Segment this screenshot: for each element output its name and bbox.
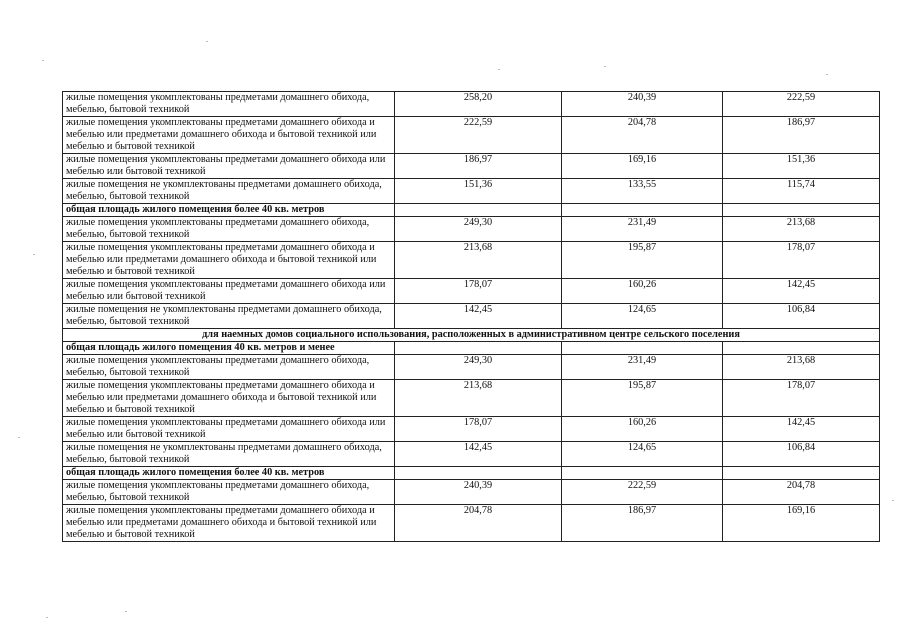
rate-value-cell: 231,49 [562, 355, 723, 380]
rate-value-cell: 195,87 [562, 242, 723, 279]
rate-value-cell: 178,07 [395, 279, 562, 304]
empty-cell [562, 467, 723, 480]
scan-speck [206, 41, 208, 42]
rate-value-cell: 186,97 [395, 154, 562, 179]
row-description: жилые помещения укомплектованы предметами домашнего обихода и мебелью или предметами домашнего обихода и бытовой техникой или мебелью и бытовой техникой [63, 117, 395, 154]
row-description: жилые помещения укомплектованы предметами домашнего обихода и мебелью или предметами домашнего обихода и бытовой техникой или мебелью и бытовой техникой [63, 505, 395, 542]
section-header: для наемных домов социального использования, расположенных в административном центре сельского поселения [63, 329, 880, 342]
rate-value-cell: 115,74 [723, 179, 880, 204]
rate-value-cell: 195,87 [562, 380, 723, 417]
table-row [63, 242, 880, 279]
scan-speck [33, 254, 35, 255]
table-row [63, 417, 880, 442]
row-description: жилые помещения укомплектованы предметами домашнего обихода, мебелью, бытовой техникой [63, 480, 395, 505]
table-row [63, 179, 880, 204]
row-description: жилые помещения не укомплектованы предметами домашнего обихода, мебелью, бытовой техникой [63, 304, 395, 329]
table-row [63, 279, 880, 304]
rate-value-cell: 186,97 [723, 117, 880, 154]
rate-value-cell: 213,68 [723, 355, 880, 380]
table-body [63, 92, 880, 542]
row-description: жилые помещения укомплектованы предметами домашнего обихода и мебелью или предметами домашнего обихода и бытовой техникой или мебелью и бытовой техникой [63, 380, 395, 417]
empty-cell [723, 467, 880, 480]
rate-value-cell: 213,68 [395, 242, 562, 279]
scan-speck [604, 66, 606, 67]
rate-value-cell: 231,49 [562, 217, 723, 242]
empty-cell [562, 342, 723, 355]
rate-value-cell: 160,26 [562, 279, 723, 304]
row-description: жилые помещения укомплектованы предметами домашнего обихода или мебелью или бытовой техникой [63, 154, 395, 179]
empty-cell [395, 342, 562, 355]
rate-value-cell: 249,30 [395, 217, 562, 242]
table-row [63, 442, 880, 467]
rate-value-cell: 204,78 [562, 117, 723, 154]
rate-value-cell: 204,78 [395, 505, 562, 542]
row-description: жилые помещения укомплектованы предметами домашнего обихода, мебелью, бытовой техникой [63, 355, 395, 380]
rate-value-cell: 124,65 [562, 442, 723, 467]
rate-value-cell: 222,59 [562, 480, 723, 505]
rate-value-cell: 124,65 [562, 304, 723, 329]
rate-value-cell: 222,59 [723, 92, 880, 117]
rate-value-cell: 204,78 [723, 480, 880, 505]
rate-value-cell: 222,59 [395, 117, 562, 154]
rate-value-cell: 142,45 [395, 304, 562, 329]
row-description: жилые помещения укомплектованы предметами домашнего обихода или мебелью или бытовой техникой [63, 417, 395, 442]
empty-cell [395, 467, 562, 480]
scan-speck [18, 437, 20, 438]
section-header-row [63, 329, 880, 342]
row-description: жилые помещения укомплектованы предметами домашнего обихода, мебелью, бытовой техникой [63, 92, 395, 117]
rent-rate-table [62, 91, 880, 542]
table-row [63, 154, 880, 179]
table-row [63, 217, 880, 242]
area-subheader-row [63, 342, 880, 355]
table-row [63, 92, 880, 117]
rate-value-cell: 142,45 [723, 417, 880, 442]
rate-value-cell: 186,97 [562, 505, 723, 542]
rate-value-cell: 178,07 [395, 417, 562, 442]
rate-value-cell: 151,36 [723, 154, 880, 179]
rate-value-cell: 169,16 [723, 505, 880, 542]
rate-value-cell: 106,84 [723, 304, 880, 329]
scan-speck [125, 611, 127, 612]
rate-value-cell: 151,36 [395, 179, 562, 204]
area-subheader: общая площадь жилого помещения более 40 кв. метров [63, 467, 395, 480]
rate-value-cell: 142,45 [395, 442, 562, 467]
rate-value-cell: 240,39 [395, 480, 562, 505]
empty-cell [562, 204, 723, 217]
rate-value-cell: 213,68 [395, 380, 562, 417]
table-row [63, 480, 880, 505]
empty-cell [723, 204, 880, 217]
table-row [63, 304, 880, 329]
scan-speck [826, 74, 828, 75]
table-row [63, 380, 880, 417]
row-description: жилые помещения укомплектованы предметами домашнего обихода или мебелью или бытовой техникой [63, 279, 395, 304]
empty-cell [723, 342, 880, 355]
rate-value-cell: 258,20 [395, 92, 562, 117]
rate-value-cell: 213,68 [723, 217, 880, 242]
empty-cell [395, 204, 562, 217]
scan-speck [46, 617, 48, 618]
scan-speck [42, 60, 44, 61]
rate-value-cell: 169,16 [562, 154, 723, 179]
rate-value-cell: 178,07 [723, 380, 880, 417]
rate-value-cell: 249,30 [395, 355, 562, 380]
area-subheader: общая площадь жилого помещения 40 кв. метров и менее [63, 342, 395, 355]
rate-value-cell: 133,55 [562, 179, 723, 204]
row-description: жилые помещения укомплектованы предметами домашнего обихода и мебелью или предметами домашнего обихода и бытовой техникой или мебелью и бытовой техникой [63, 242, 395, 279]
area-subheader: общая площадь жилого помещения более 40 кв. метров [63, 204, 395, 217]
area-subheader-row [63, 467, 880, 480]
rate-value-cell: 240,39 [562, 92, 723, 117]
scan-speck [892, 500, 894, 501]
rate-value-cell: 106,84 [723, 442, 880, 467]
area-subheader-row [63, 204, 880, 217]
table-row [63, 355, 880, 380]
row-description: жилые помещения укомплектованы предметами домашнего обихода, мебелью, бытовой техникой [63, 217, 395, 242]
scan-speck [498, 69, 500, 70]
rate-value-cell: 142,45 [723, 279, 880, 304]
rate-value-cell: 178,07 [723, 242, 880, 279]
table-row [63, 117, 880, 154]
row-description: жилые помещения не укомплектованы предметами домашнего обихода, мебелью, бытовой техникой [63, 442, 395, 467]
row-description: жилые помещения не укомплектованы предметами домашнего обихода, мебелью, бытовой техникой [63, 179, 395, 204]
rate-value-cell: 160,26 [562, 417, 723, 442]
table-row [63, 505, 880, 542]
